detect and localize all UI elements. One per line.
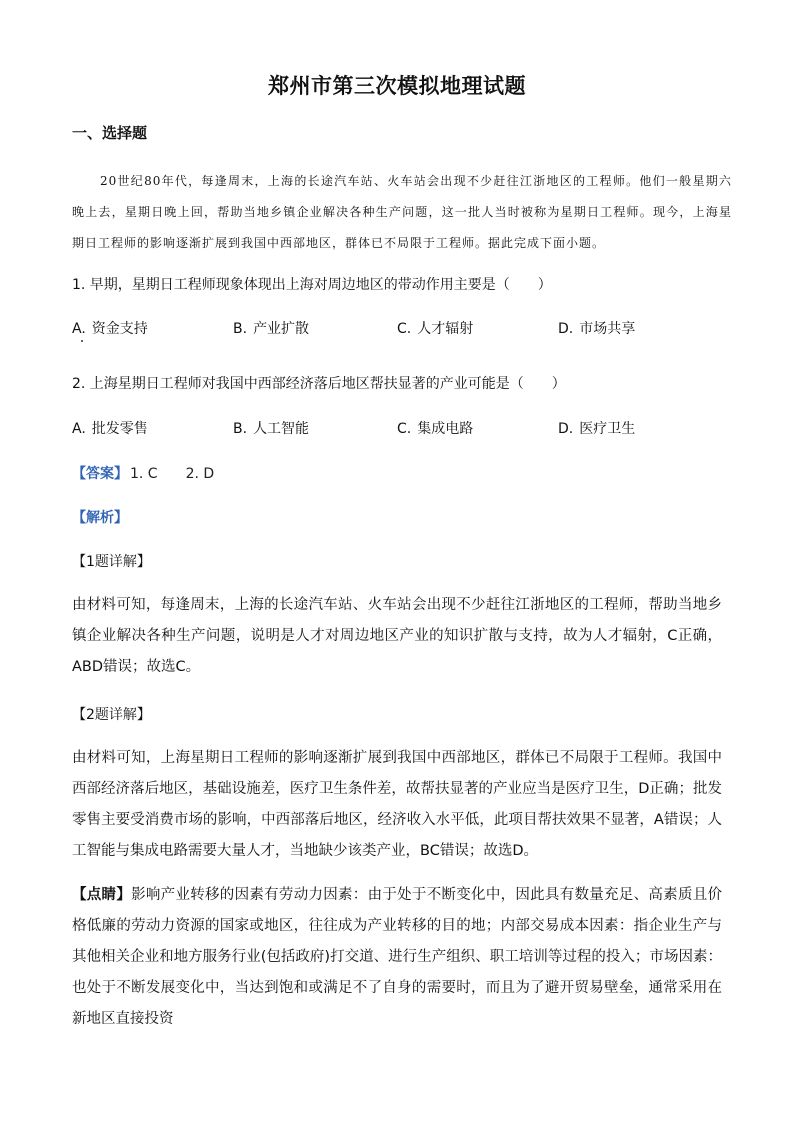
detail1-heading — [72, 551, 151, 571]
tip-text: 影响产业转移的因素有劳动力因素：由于处于不断变化中，因此具有数量充足、高素质且价格低廉的劳动力资源的国家或地区，往往成为产业转移的目的地；内部交易成本因素：指企业生产与其他相关企业和地方服务行业(包括政府)打交道、进行生产组织、职工培训等过程的投入；市场因素：也处于不断发展变化中，当达到饱和或满足不了自身的需要时，而且为了避开贸易壁垒，通常采用在新地区直接投资 — [72, 887, 723, 1027]
answer-item: 1. C — [130, 466, 158, 482]
material-passage: 20世纪80年代，每逢周末，上海的长途汽车站、火车站会出现不少赶往江浙地区的工程师。他们一般星期六晚上去，星期日晚上回，帮助当地乡镇企业解决各种生产问题，这一批人当时被称为星期日工程师。现今，上海星期日工程师的影响逐渐扩展到我国中西部地区，群体已不局限于工程师。据此完成下面小题。 — [72, 174, 732, 250]
option-text: 医疗卫生 — [579, 421, 636, 437]
analysis-line — [72, 507, 128, 527]
option-letter: D. — [558, 321, 574, 337]
answer-item: 2. D — [185, 466, 215, 482]
detail2-text: 由材料可知，上海星期日工程师的影响逐渐扩展到我国中西部地区，群体已不局限于工程师。我国中西部经济落后地区，基础设施差，医疗卫生条件差，故帮扶显著的产业应当是医疗卫生，D正确；批发零售主要受消费市场的影响，中西部落后地区，经济收入水平低，此项目帮扶效果不显著，A错误；人工智能与集成电路需要大量人才，当地缺少该类产业，BC错误；故选D。 — [72, 750, 722, 859]
q2-option-b — [233, 418, 309, 438]
option-text: 集成电路 — [417, 421, 474, 437]
option-text: 人工智能 — [253, 421, 310, 437]
q1-option-b — [233, 318, 309, 338]
question-1-stem: 1. 早期，星期日工程师现象体现出上海对周边地区的带动作用主要是（ ） — [72, 277, 552, 293]
q1-option-c — [397, 318, 473, 338]
tip-label: 【点睛】 — [72, 887, 132, 903]
q2-option-d — [558, 418, 635, 438]
option-letter: A. — [72, 421, 86, 437]
q1-option-a — [72, 318, 148, 338]
option-letter: B. — [233, 421, 248, 437]
option-text: 人才辐射 — [417, 321, 474, 337]
tip-paragraph — [72, 880, 722, 1035]
q2-option-a — [72, 418, 148, 438]
detail1-label: 【1题详解】 — [72, 554, 151, 570]
page-title: 郑州市第三次模拟地理试题 — [268, 73, 526, 98]
detail2-label: 【2题详解】 — [72, 707, 151, 723]
answer-line — [72, 463, 242, 483]
answer-values — [130, 466, 242, 482]
option-letter: C. — [397, 321, 412, 337]
section-heading: 一、选择题 — [72, 124, 148, 142]
option-text: 产业扩散 — [253, 321, 310, 337]
question-2-stem: 2. 上海星期日工程师对我国中西部经济落后地区帮扶显著的产业可能是（ ） — [72, 376, 566, 392]
option-letter: A. — [72, 321, 86, 337]
stray-dot — [81, 340, 83, 342]
option-letter: B. — [233, 321, 248, 337]
answer-label: 【答案】 — [72, 466, 128, 482]
option-letter: C. — [397, 421, 412, 437]
detail1-text: 由材料可知，每逢周末，上海的长途汽车站、火车站会出现不少赶往江浙地区的工程师，帮助当地乡镇企业解决各种生产问题，说明是人才对周边地区产业的知识扩散与支持，故为人才辐射，C正确，ABD错误；故选C。 — [72, 597, 722, 675]
analysis-label: 【解析】 — [72, 510, 128, 526]
q1-option-d — [558, 318, 635, 338]
option-text: 资金支持 — [91, 321, 148, 337]
option-letter: D. — [558, 421, 574, 437]
option-text: 市场共享 — [579, 321, 636, 337]
detail2-heading — [72, 704, 151, 724]
q2-option-c — [397, 418, 473, 438]
option-text: 批发零售 — [91, 421, 148, 437]
